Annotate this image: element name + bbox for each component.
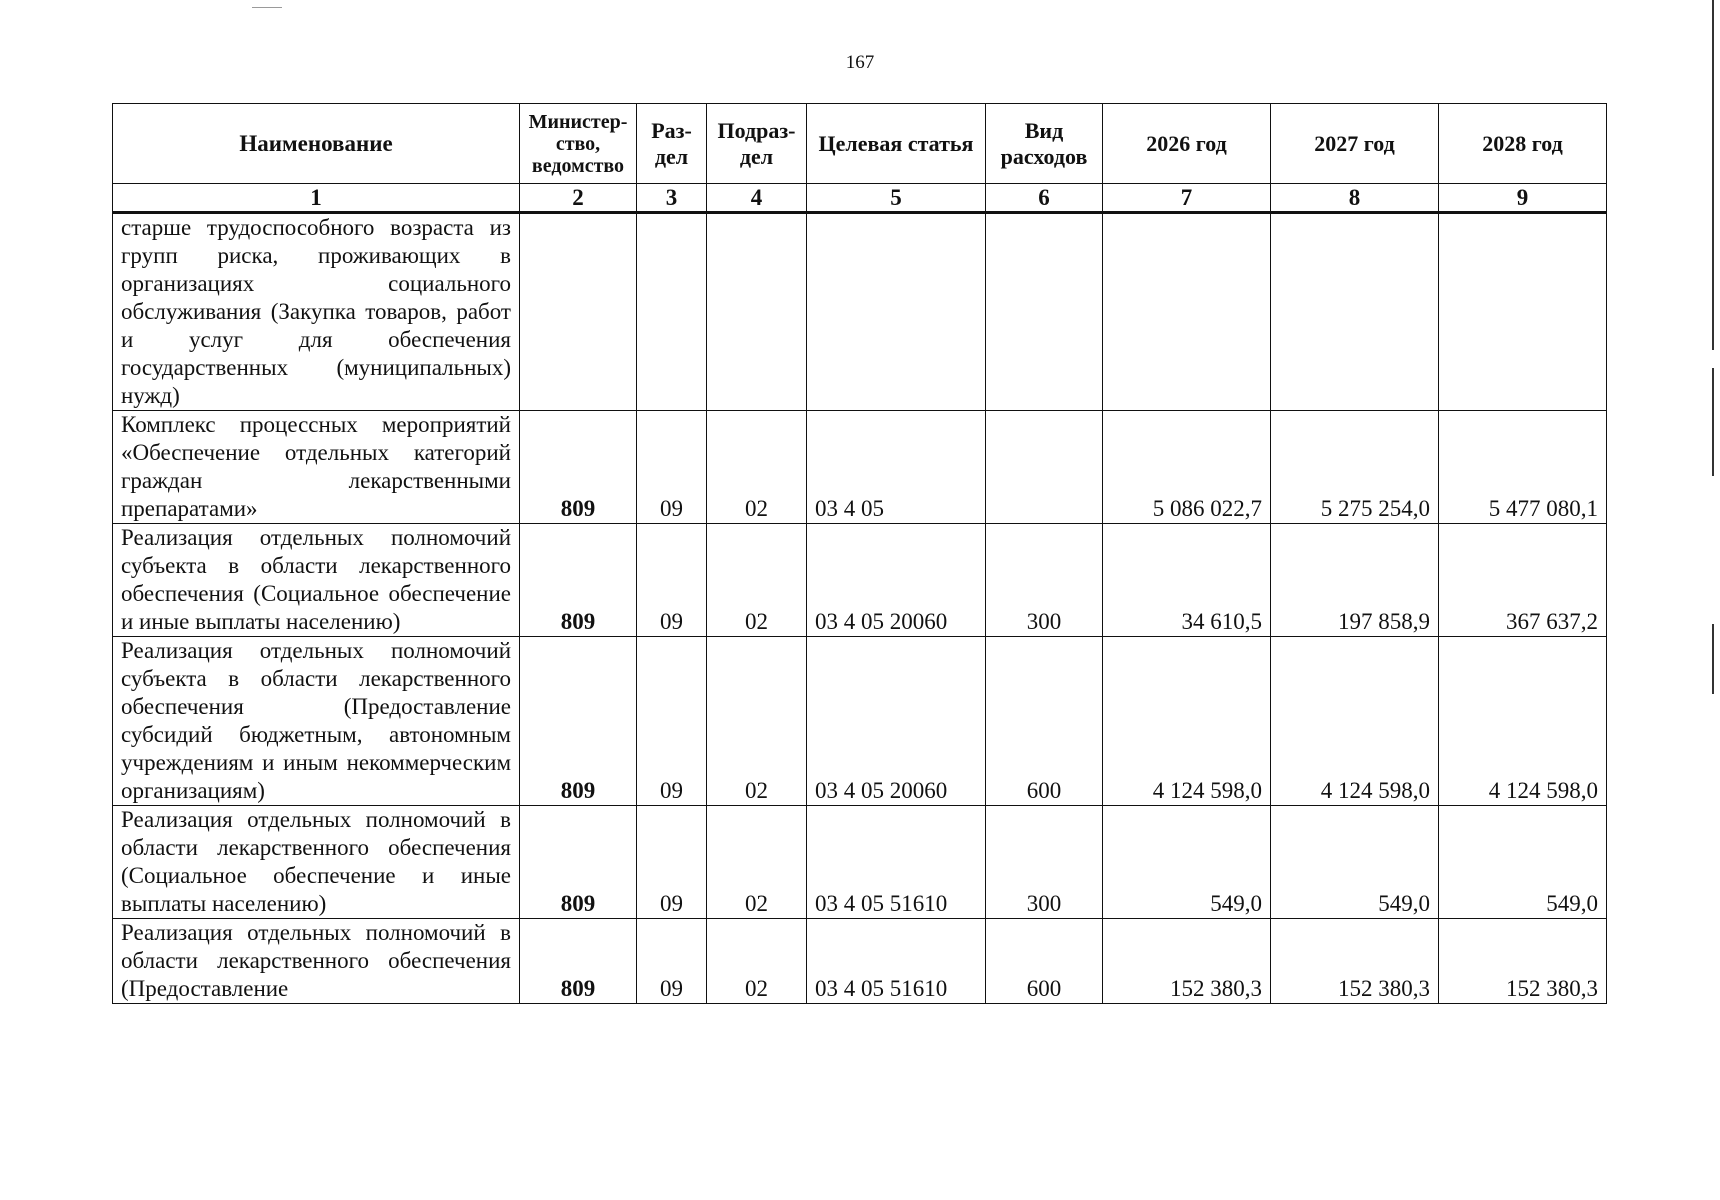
scan-edge-mark: [1712, 624, 1714, 694]
row-section: 09: [637, 806, 707, 919]
row-ministry: 809: [520, 637, 637, 806]
row-subsection: [707, 213, 807, 411]
column-number-row: [113, 184, 1607, 213]
row-amount-2026: 4 124 598,0: [1103, 637, 1271, 806]
header-2026: 2026 год: [1103, 104, 1271, 184]
header-section: Раз-дел: [637, 104, 707, 184]
table-row: [113, 637, 1607, 806]
row-target: 03 4 05 51610: [807, 806, 986, 919]
row-subsection: 02: [707, 806, 807, 919]
row-target: [807, 213, 986, 411]
row-ministry: 809: [520, 524, 637, 637]
table-row: [113, 806, 1607, 919]
budget-table: [112, 103, 1607, 1004]
row-target: 03 4 05 51610: [807, 919, 986, 1004]
row-ministry: 809: [520, 806, 637, 919]
row-expense-type: [986, 411, 1103, 524]
column-number: 3: [637, 184, 707, 213]
row-subsection: 02: [707, 411, 807, 524]
row-expense-type: 600: [986, 919, 1103, 1004]
row-amount-2027: 5 275 254,0: [1271, 411, 1439, 524]
header-target: Целевая статья: [807, 104, 986, 184]
column-number: 4: [707, 184, 807, 213]
table-header: [113, 104, 1607, 213]
row-section: 09: [637, 524, 707, 637]
row-section: 09: [637, 411, 707, 524]
table-row: [113, 919, 1607, 1004]
row-amount-2026: 5 086 022,7: [1103, 411, 1271, 524]
header-name: Наименование: [113, 104, 520, 184]
row-amount-2028: 5 477 080,1: [1439, 411, 1607, 524]
row-ministry: [520, 213, 637, 411]
row-name: Реализация отдельных полномочий в области лекарственного обеспечения (Предоставление: [113, 919, 520, 1004]
row-subsection: 02: [707, 524, 807, 637]
page-number: 167: [845, 52, 875, 73]
header-row: [113, 104, 1607, 184]
row-amount-2027: 197 858,9: [1271, 524, 1439, 637]
table-row: [113, 524, 1607, 637]
row-subsection: 02: [707, 637, 807, 806]
row-expense-type: 600: [986, 637, 1103, 806]
row-section: 09: [637, 919, 707, 1004]
header-expense-type: Вид расходов: [986, 104, 1103, 184]
header-subsection: Подраз-дел: [707, 104, 807, 184]
row-target: 03 4 05 20060: [807, 524, 986, 637]
table-body: [113, 213, 1607, 1004]
table-row: [113, 411, 1607, 524]
row-amount-2028: 4 124 598,0: [1439, 637, 1607, 806]
column-number: 6: [986, 184, 1103, 213]
row-name: Реализация отдельных полномочий в области лекарственного обеспечения (Социальное обеспечение и иные выплаты населению): [113, 806, 520, 919]
column-number: 7: [1103, 184, 1271, 213]
column-number: 1: [113, 184, 520, 213]
row-name: Реализация отдельных полномочий субъекта в области лекарственного обеспечения (Социальное обеспечение и иные выплаты населению): [113, 524, 520, 637]
row-amount-2027: 549,0: [1271, 806, 1439, 919]
row-expense-type: 300: [986, 806, 1103, 919]
scan-edge-mark: [252, 7, 282, 8]
row-amount-2027: 4 124 598,0: [1271, 637, 1439, 806]
header-ministry: Министер-ство, ведомство: [520, 104, 637, 184]
header-2028: 2028 год: [1439, 104, 1607, 184]
row-amount-2028: 152 380,3: [1439, 919, 1607, 1004]
row-section: [637, 213, 707, 411]
row-amount-2026: 152 380,3: [1103, 919, 1271, 1004]
table-row: [113, 213, 1607, 411]
row-name: старше трудоспособного возраста из групп риска, проживающих в организациях социального обслуживания (Закупка товаров, работ и услуг для обеспечения государственных (муниципальных) нужд): [113, 213, 520, 411]
row-amount-2027: 152 380,3: [1271, 919, 1439, 1004]
row-amount-2027: [1271, 213, 1439, 411]
column-number: 8: [1271, 184, 1439, 213]
header-2027: 2027 год: [1271, 104, 1439, 184]
row-amount-2026: [1103, 213, 1271, 411]
row-target: 03 4 05: [807, 411, 986, 524]
row-amount-2026: 34 610,5: [1103, 524, 1271, 637]
column-number: 5: [807, 184, 986, 213]
row-name: Комплекс процессных мероприятий «Обеспечение отдельных категорий граждан лекарственными препаратами»: [113, 411, 520, 524]
row-amount-2028: 549,0: [1439, 806, 1607, 919]
row-section: 09: [637, 637, 707, 806]
row-ministry: 809: [520, 919, 637, 1004]
row-expense-type: [986, 213, 1103, 411]
row-expense-type: 300: [986, 524, 1103, 637]
column-number: 2: [520, 184, 637, 213]
row-subsection: 02: [707, 919, 807, 1004]
row-amount-2028: [1439, 213, 1607, 411]
row-name: Реализация отдельных полномочий субъекта в области лекарственного обеспечения (Предоставление субсидий бюджетным, автономным учреждениям и иным некоммерческим организациям): [113, 637, 520, 806]
row-ministry: 809: [520, 411, 637, 524]
column-number: 9: [1439, 184, 1607, 213]
row-amount-2028: 367 637,2: [1439, 524, 1607, 637]
row-amount-2026: 549,0: [1103, 806, 1271, 919]
scan-edge-mark: [1712, 368, 1714, 476]
row-target: 03 4 05 20060: [807, 637, 986, 806]
